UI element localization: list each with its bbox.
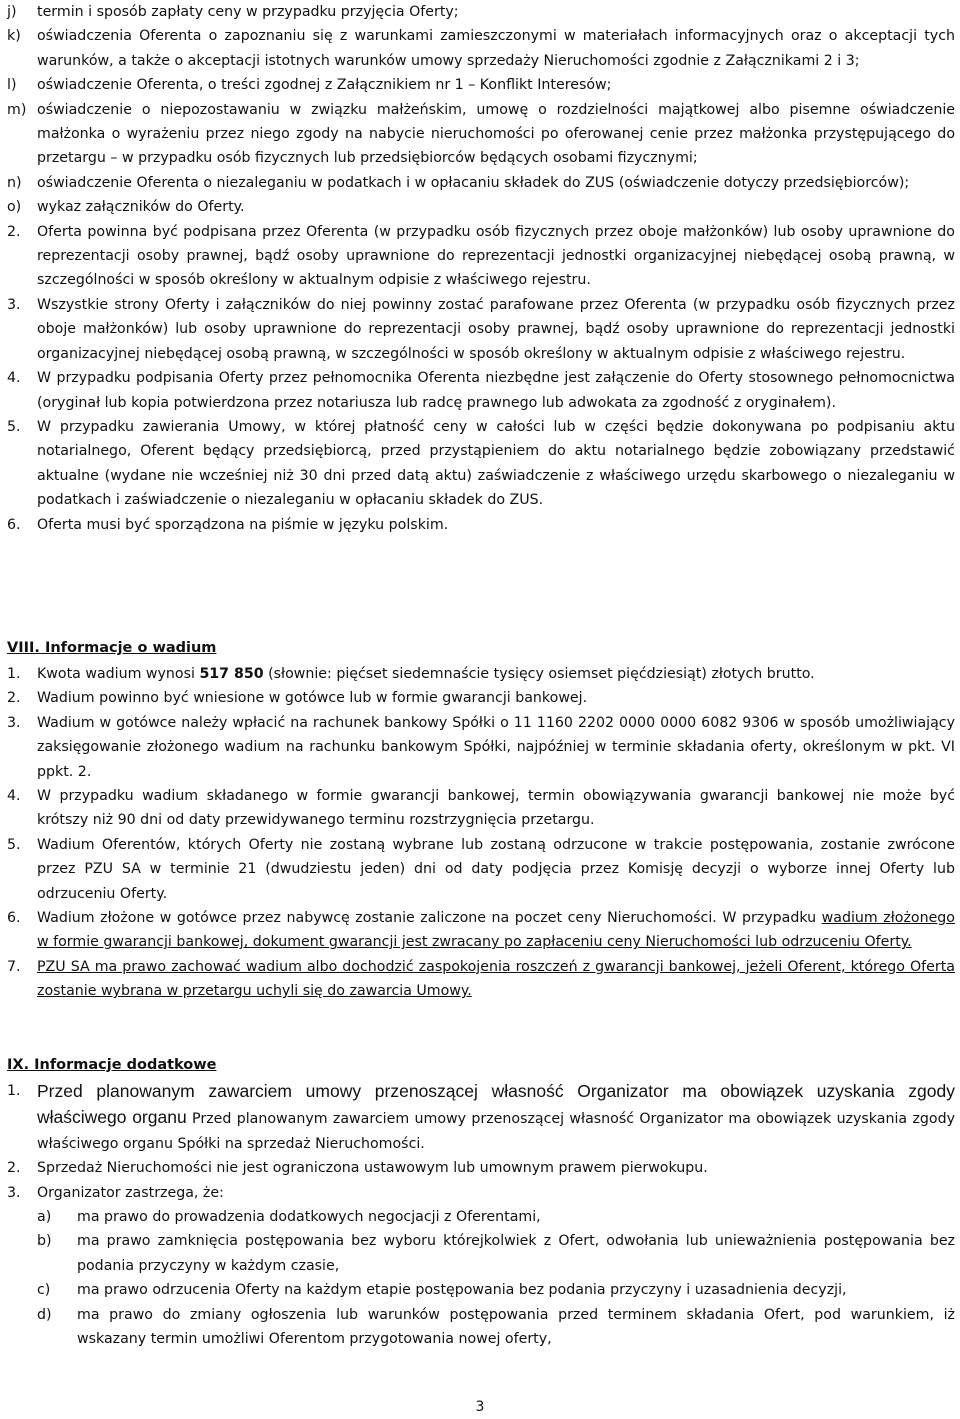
sub-item [7,1303,955,1352]
item-marker: 5. [7,418,21,435]
section-wadium [7,636,955,1004]
item-marker: d) [37,1306,52,1323]
section-heading: IX. Informacje dodatkowe [7,1057,217,1073]
item-text: Wadium Oferentów, których Oferty nie zostaną wybrane lub zostaną odrzucone w trakcie postępowania, zostanie zwrócone przez PZU SA w terminie 21 (dwudziestu jeden) dni od daty podjęcia przez Komisję decyzji o wyborze innej Oferty lub odrzuceniu Oferty. [37,836,955,902]
numbered-item [7,955,955,1004]
numbered-item [7,833,955,906]
item-marker: a) [37,1209,52,1226]
item-marker: n) [7,174,22,191]
item-text: Sprzedaż Nieruchomości nie jest ograniczona ustawowym lub umownym prawem pierwokupu. [37,1160,708,1177]
numbered-item [7,1079,955,1156]
list-item [7,73,955,97]
item-text: oświadczenie o niepozostawaniu w związku małżeńskim, umowę o rozdzielności majątkowej albo pisemne oświadczenie małżonka o wyrażeniu przez niego zgody na nabycie nieruchomości po oferowanej cenie przez małżonka przystępującego do przetargu – w przypadku osób fizycznych lub przedsiębiorców będących osobami fizycznymi; [37,101,955,167]
item-marker: 2. [7,690,21,707]
item-text: ma prawo odrzucenia Oferty na każdym etapie postępowania bez podania przyczyny i uzasadnienia decyzji, [77,1282,847,1299]
item-marker: 1. [7,666,21,682]
item-text: Oferta musi być sporządzona na piśmie w języku polskim. [37,516,449,533]
item-text: ma prawo zamknięcia postępowania bez wyboru którejkolwiek z Ofert, odwołania lub unieważnienia postępowania bez podania przyczyny w każdym czasie, [77,1233,955,1274]
item-marker: b) [37,1233,52,1250]
item-marker: l) [7,77,17,94]
numbered-item [7,293,955,366]
numbered-item [7,784,955,833]
item-text: termin i sposób zapłaty ceny w przypadku przyjęcia Oferty; [37,4,459,20]
item-marker: c) [37,1282,51,1299]
item-marker: 2. [7,1160,21,1177]
sub-item [7,1229,955,1278]
item-text: wykaz załączników do Oferty. [37,199,245,216]
underlined-text: PZU SA ma prawo zachować wadium albo dochodzić zaspokojenia roszczeń z gwarancji bankowej, jeżeli Oferent, którego Oferta zostanie wybrana w przetargu uchyli się do zawarcia Umowy. [37,958,955,1000]
item-text: W przypadku zawierania Umowy, w której płatność ceny w całości lub w części będzie dokonywana po podpisaniu aktu notarialnego, Oferent będący przedsiębiorcą, przed przystąpieniem do aktu notarialnego będzie zobowiązany przedstawić aktualne (wydane nie wcześniej niż 30 dni przed datą aktu) zaświadczenie z właściwego urzędu skarbowego o niezaleganiu w podatkach i zaświadczenie o niezaleganiu w opłacaniu składek do ZUS. [37,418,955,509]
item-marker: 3. [7,1184,21,1201]
numbered-item [7,513,955,537]
numbered-item [7,220,955,293]
item-text: Wadium w gotówce należy wpłacić na rachunek bankowy Spółki o 11 1160 2202 0000 0000 6082 9306 w sposób umożliwiający zaksięgowanie złożonego wadium na rachunku bankowym Spółki, najpóźniej w terminie składania oferty, określonym w pkt. VI ppkt. 2. [37,714,955,780]
numbered-item [7,662,955,686]
underlined-text: wadium złożonego w formie gwarancji bankowej, dokument gwarancji jest zwracany po zapłaceniu ceny Nieruchomości lub odrzuceniu Oferty. [37,910,955,951]
item-text: Organizator zastrzega, że: [37,1184,224,1201]
list-item [7,195,955,219]
item-marker: 3. [7,714,21,731]
item-marker: 7. [7,958,21,975]
item-text: Kwota wadium wynosi [37,666,200,682]
item-marker: k) [7,28,21,45]
sub-item [7,1278,955,1302]
item-text: ma prawo do zmiany ogłoszenia lub warunków postępowania przed terminem składania Ofert, pod warunkiem, iż wskazany termin umożliwi Oferentom przygotowania nowej oferty, [77,1306,955,1348]
item-marker: m) [7,101,27,118]
item-text: (słownie: pięćset siedemnaście tysięcy osiemset pięćdziesiąt) złotych brutto. [263,666,815,682]
item-text: oświadczenie Oferenta, o treści zgodnej z Załącznikiem nr 1 – Konflikt Interesów; [37,77,612,94]
sub-item [7,1205,955,1229]
section-heading: VIII. Informacje o wadium [7,640,217,656]
item-text: oświadczenia Oferenta o zapoznaniu się z warunkami zamieszczonymi w materiałach informacyjnych oraz o akceptacji tych warunków, a także o akceptacji istotnych warunków umowy sprzedaży Nieruchomości zgodnie z Załącznikami 2 i 3; [37,28,955,69]
item-marker: 5. [7,836,21,853]
item-marker: j) [7,4,17,20]
item-marker: 6. [7,910,21,927]
list-item [7,98,955,171]
offer-requirements-block [7,0,955,537]
item-text: oświadczenie Oferenta o niezaleganiu w podatkach i w opłacaniu składek do ZUS (oświadczenie dotyczy przedsiębiorców); [37,174,910,191]
item-marker: 4. [7,788,21,805]
item-text: W przypadku wadium składanego w formie gwarancji bankowej, termin obowiązywania gwarancji bankowej nie może być krótszy niż 90 dni od daty przewidywanego terminu rozstrzygnięcia przetargu. [37,788,955,829]
numbered-item [7,366,955,415]
wadium-amount: 517 850 [199,666,264,682]
list-item [7,171,955,195]
list-item [7,24,955,73]
numbered-item [7,1156,955,1180]
large-text: Przed planowanym zawarciem umowy przenoszącej własność Organizator ma obowiązek uzyskania zgody właściwego organu [37,1081,955,1128]
item-text: Wadium powinno być wniesione w gotówce lub w formie gwarancji bankowej. [37,690,588,707]
item-text: Wszystkie strony Oferty i załączników do niej powinny zostać parafowane przez Oferenta (w przypadku osób fizycznych przez oboje małżonków) lub osoby uprawnione do reprezentacji osoby prawnej, bądź osoby uprawnione do reprezentacji jednostki organizacyjnej niebędącej osobą prawną, w szczególności w sposób określony w aktualnym odpisie z właściwego rejestru. [37,296,955,362]
item-text: Oferta powinna być podpisana przez Oferenta (w przypadku osób fizycznych przez oboje małżonków) lub osoby uprawnione do reprezentacji osoby prawnej, bądź osoby uprawnione do reprezentacji jednostki organizacyjnej niebędącej osobą prawną, w szczególności w sposób określony w aktualnym odpisie z właściwego rejestru. [37,223,955,289]
item-text: Wadium złożone w gotówce przez nabywcę zostanie zaliczone na poczet ceny Nieruchomości. W przypadku [37,910,822,927]
item-text: W przypadku podpisania Oferty przez pełnomocnika Oferenta niezbędne jest załączenie do Oferty stosownego pełnomocnictwa (oryginał lub kopia potwierdzona przez notariusza lub radcę prawnego lub adwokata za zgodność z oryginałem). [37,370,955,411]
item-marker: 4. [7,370,21,387]
section-additional-info [7,1053,955,1351]
item-marker: 3. [7,296,21,313]
numbered-item [7,686,955,710]
item-marker: o) [7,199,22,216]
item-text: ma prawo do prowadzenia dodatkowych negocjacji z Oferentami, [77,1209,541,1226]
numbered-item [7,415,955,513]
item-marker: 6. [7,516,21,533]
page-number: 3 [475,1399,485,1415]
item-marker: 2. [7,223,21,240]
numbered-item [7,711,955,784]
list-item [7,0,955,24]
item-text: Przed planowanym zawarciem umowy przenoszącej własność Organizator ma obowiązek uzyskania zgody właściwego organu Spółki na sprzedaż Nieruchomości. [37,1111,955,1152]
numbered-item [7,1181,955,1205]
item-marker: 1. [7,1083,21,1099]
numbered-item [7,906,955,955]
